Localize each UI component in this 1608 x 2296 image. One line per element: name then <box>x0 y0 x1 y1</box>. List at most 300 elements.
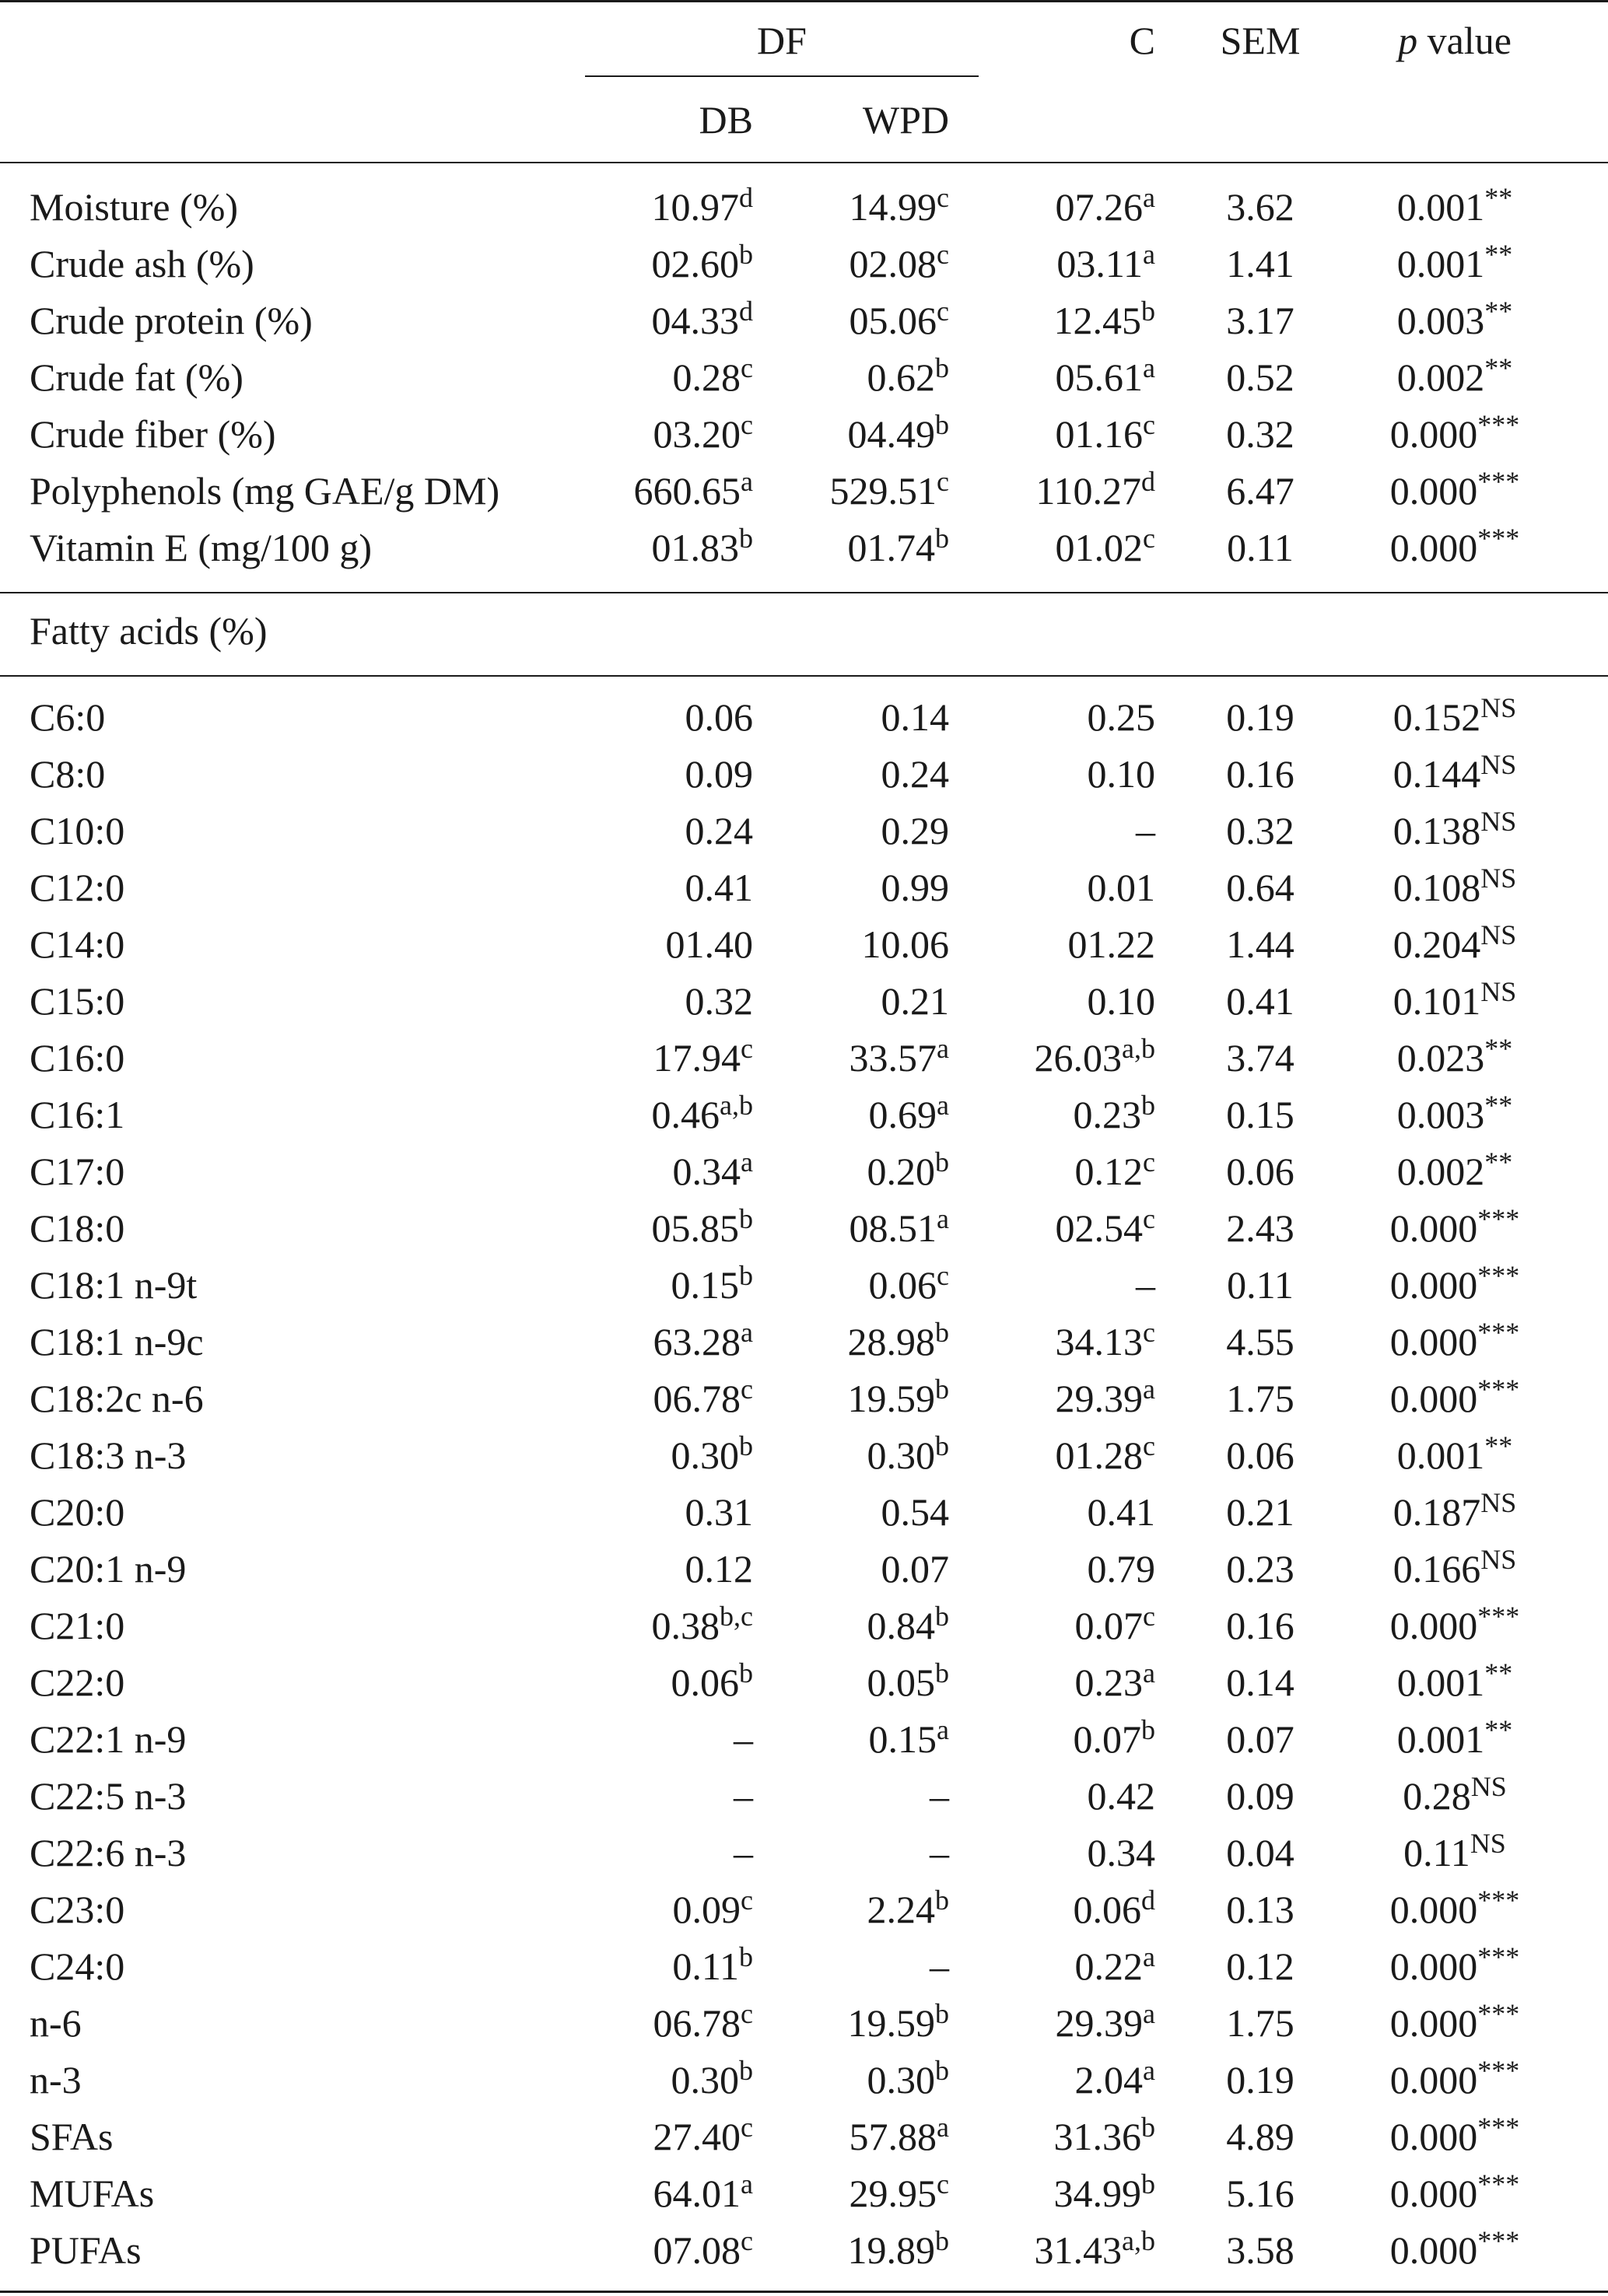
cell-label-value: C17:0 <box>30 1150 125 1193</box>
cell-label-value: C23:0 <box>30 1888 125 1931</box>
section-top-rule <box>0 592 1608 593</box>
cell-db-value: 01.83 <box>651 526 739 569</box>
cell-sem-value: 0.41 <box>1226 979 1294 1023</box>
cell-db-superscript: c <box>741 1997 753 2029</box>
cell-sem <box>1198 1262 1322 1308</box>
cell-c <box>965 864 1155 911</box>
cell-wpd-value: 14.99 <box>849 185 937 229</box>
cell-sem-value: 4.89 <box>1226 2115 1294 2158</box>
cell-p-value: 0.000 <box>1389 1320 1478 1363</box>
cell-sem <box>1198 1659 1322 1706</box>
cell-sem-value: 1.75 <box>1226 1377 1294 1420</box>
cell-c-value: 0.79 <box>1087 1547 1155 1591</box>
cell-sem <box>1198 1545 1322 1592</box>
cell-sem-value: 6.47 <box>1226 469 1294 513</box>
cell-wpd-superscript: b <box>935 2224 949 2256</box>
cell-c <box>965 1202 1155 1251</box>
cell-wpd <box>778 1091 949 1138</box>
cell-c <box>965 1034 1155 1081</box>
cell-db <box>576 467 753 514</box>
cell-db-superscript: c <box>741 1373 753 1405</box>
cell-p <box>1322 2113 1587 2160</box>
cell-wpd-value: 10.06 <box>861 922 949 966</box>
cell-c-superscript: b <box>1141 1089 1155 1121</box>
cell-c <box>965 1318 1155 1365</box>
cell-sem-value: 0.32 <box>1226 809 1294 852</box>
cell-sem <box>1198 807 1322 854</box>
cell-db-superscript: a <box>741 2168 753 2200</box>
cell-p <box>1322 354 1587 401</box>
cell-wpd <box>778 751 949 797</box>
cell-c <box>965 807 1155 854</box>
cell-p-value: 0.002 <box>1396 1150 1485 1193</box>
cell-p <box>1322 1034 1587 1081</box>
cell-sem <box>1198 1375 1322 1422</box>
cell-wpd-superscript: b <box>935 1146 949 1178</box>
cell-label <box>30 1602 574 1649</box>
cell-db-value: 63.28 <box>653 1320 741 1363</box>
cell-label <box>30 354 574 401</box>
cell-db <box>576 1773 753 1819</box>
cell-p-value: 0.152 <box>1393 695 1481 739</box>
cell-label-value: Crude fiber (%) <box>30 412 276 456</box>
cell-c-value: 07.26 <box>1055 185 1144 229</box>
cell-wpd-value: 0.69 <box>868 1093 937 1136</box>
cell-wpd-superscript: b <box>935 2054 949 2086</box>
cell-p-value: 0.101 <box>1393 979 1481 1023</box>
cell-wpd <box>778 1773 949 1819</box>
df-group-underline <box>585 75 979 77</box>
cell-c-superscript: c <box>1143 1202 1155 1234</box>
cell-label-value: C21:0 <box>30 1604 125 1647</box>
cell-wpd-value: 05.06 <box>849 299 937 342</box>
cell-c <box>965 2224 1155 2273</box>
cell-label-value: C16:1 <box>30 1093 125 1136</box>
cell-db-value: 04.33 <box>651 299 739 342</box>
cell-db-value: 0.34 <box>672 1150 741 1193</box>
cell-label-value: C10:0 <box>30 809 125 852</box>
cell-db <box>576 2170 753 2217</box>
cell-db-value: 0.30 <box>671 2058 739 2102</box>
cell-label-value: C16:0 <box>30 1036 125 1080</box>
cell-db-value: – <box>734 1831 753 1874</box>
cell-p-value: 0.108 <box>1393 866 1481 909</box>
cell-c-value: 110.27 <box>1035 469 1141 513</box>
cell-label <box>30 240 574 287</box>
cell-db-value: 17.94 <box>653 1036 741 1080</box>
cell-db-superscript: b <box>739 522 753 554</box>
cell-p-superscript: NS <box>1480 975 1517 1007</box>
cell-c-superscript: a <box>1143 238 1155 270</box>
cell-db <box>576 1259 753 1308</box>
cell-sem <box>1198 1489 1322 1535</box>
cell-db-superscript: c <box>741 2111 753 2143</box>
cell-db <box>576 1886 753 1933</box>
cell-wpd-value: 19.59 <box>847 1377 935 1420</box>
cell-db <box>576 978 753 1024</box>
cell-label <box>30 467 574 514</box>
cell-db <box>576 1202 753 1251</box>
cell-wpd <box>778 978 949 1024</box>
cell-p-value: 0.000 <box>1389 1206 1478 1250</box>
cell-p-value: 0.187 <box>1393 1490 1481 1534</box>
cell-label <box>30 1034 574 1081</box>
cell-c <box>965 694 1155 740</box>
cell-sem-value: 1.41 <box>1226 242 1294 285</box>
cell-wpd-superscript: b <box>935 408 949 440</box>
header-sem: SEM <box>1220 19 1301 62</box>
cell-label-value: PUFAs <box>30 2228 142 2272</box>
cell-label <box>30 1773 574 1819</box>
cell-sem <box>1198 2056 1322 2103</box>
cell-db-value: 0.09 <box>672 1888 741 1931</box>
cell-wpd <box>778 1034 949 1081</box>
cell-label-value: Crude ash (%) <box>30 242 254 285</box>
cell-p <box>1322 975 1587 1024</box>
cell-p <box>1322 1770 1587 1819</box>
cell-sem <box>1198 1318 1322 1365</box>
cell-c-superscript: a,b <box>1122 1032 1155 1064</box>
cell-p-value: 0.000 <box>1389 1888 1478 1931</box>
cell-p-superscript: NS <box>1480 748 1517 780</box>
cell-wpd-value: 33.57 <box>849 1036 937 1080</box>
cell-p-value: 0.000 <box>1389 2172 1478 2215</box>
cell-wpd <box>778 864 949 911</box>
cell-c-value: 31.36 <box>1053 2115 1141 2158</box>
cell-wpd-value: 29.95 <box>849 2172 937 2215</box>
cell-p-superscript: ** <box>1484 1089 1513 1121</box>
cell-wpd-value: 57.88 <box>849 2115 937 2158</box>
cell-wpd <box>778 181 949 230</box>
cell-wpd <box>778 921 949 968</box>
cell-p-value: 0.000 <box>1389 1263 1478 1307</box>
cell-wpd-value: 02.08 <box>849 242 937 285</box>
cell-wpd <box>778 467 949 514</box>
cell-p-superscript: ** <box>1484 1430 1513 1461</box>
cell-db-value: 0.30 <box>671 1433 739 1477</box>
cell-c <box>965 524 1155 571</box>
cell-db <box>576 807 753 854</box>
cell-p-value: 0.001 <box>1396 185 1485 229</box>
cell-c <box>965 1602 1155 1649</box>
cell-sem-value: 0.06 <box>1226 1150 1294 1193</box>
cell-db <box>576 864 753 911</box>
cell-db-value: 0.12 <box>685 1547 753 1591</box>
cell-db-superscript: b <box>739 1657 753 1689</box>
cell-db-value: 0.32 <box>685 979 753 1023</box>
cell-p-superscript: NS <box>1480 1543 1517 1575</box>
cell-label-value: C18:1 n-9c <box>30 1320 204 1363</box>
cell-sem-value: 0.16 <box>1226 752 1294 796</box>
cell-db-value: – <box>734 1774 753 1818</box>
cell-p <box>1322 240 1587 287</box>
cell-p <box>1322 1375 1587 1422</box>
cell-db-value: 0.38 <box>651 1604 720 1647</box>
cell-label-value: C12:0 <box>30 866 125 909</box>
cell-wpd <box>778 1318 949 1365</box>
cell-sem <box>1198 751 1322 797</box>
cell-db-value: 10.97 <box>651 185 739 229</box>
cell-sem-value: 0.19 <box>1226 2058 1294 2102</box>
cell-wpd <box>778 354 949 401</box>
cell-wpd-value: 0.62 <box>867 355 935 399</box>
cell-label <box>30 1829 574 1876</box>
cell-label <box>30 2056 574 2103</box>
cell-c <box>965 751 1155 797</box>
cell-p-value: 0.002 <box>1396 355 1485 399</box>
cell-sem-value: 0.12 <box>1226 1944 1294 1988</box>
cell-db-value: 05.85 <box>651 1206 739 1250</box>
cell-sem <box>1198 354 1322 401</box>
cell-label-value: n-3 <box>30 2058 82 2102</box>
cell-p <box>1322 1432 1587 1479</box>
cell-db-superscript: b <box>739 1259 753 1291</box>
cell-sem <box>1198 1773 1322 1819</box>
cell-wpd-superscript: b <box>935 1600 949 1632</box>
cell-p <box>1322 408 1587 457</box>
cell-c <box>965 1148 1155 1195</box>
cell-p-value: 0.001 <box>1396 1717 1485 1761</box>
cell-label-value: C20:1 n-9 <box>30 1547 187 1591</box>
cell-db-superscript: b <box>739 1430 753 1461</box>
cell-c-value: 0.42 <box>1087 1774 1155 1818</box>
cell-db-value: 0.06 <box>671 1661 739 1704</box>
cell-c-value: 0.10 <box>1087 752 1155 796</box>
cell-c-superscript: b <box>1141 1713 1155 1745</box>
cell-sem-value: 3.58 <box>1226 2228 1294 2272</box>
cell-p <box>1322 1318 1587 1365</box>
cell-db <box>576 694 753 740</box>
cell-wpd-superscript: a <box>937 2111 949 2143</box>
cell-p-superscript: *** <box>1477 2111 1520 2143</box>
cell-p-superscript: NS <box>1480 691 1517 723</box>
cell-c <box>965 1713 1155 1762</box>
cell-sem-value: 0.07 <box>1226 1717 1294 1761</box>
cell-wpd-value: 0.54 <box>881 1490 949 1534</box>
cell-p-superscript: NS <box>1480 1486 1517 1518</box>
cell-sem-value: 0.13 <box>1226 1888 1294 1931</box>
cell-label <box>30 1943 574 1990</box>
cell-c-value: 01.16 <box>1055 412 1144 456</box>
cell-c-superscript: c <box>1143 408 1155 440</box>
cell-sem-value: 0.11 <box>1227 1263 1294 1307</box>
section-bottom-rule <box>0 675 1608 677</box>
cell-p-value: 0.144 <box>1393 752 1481 796</box>
header-df-group: DF <box>757 19 807 62</box>
section-title-fatty-acids: Fatty acids (%) <box>30 609 268 653</box>
cell-label-value: C14:0 <box>30 922 125 966</box>
cell-p-superscript: *** <box>1477 1600 1520 1632</box>
cell-sem <box>1198 411 1322 457</box>
cell-label <box>30 1262 574 1308</box>
cell-db <box>576 1943 753 1990</box>
cell-db-value: – <box>734 1717 753 1761</box>
cell-p <box>1322 1659 1587 1706</box>
cell-label-value: C22:1 n-9 <box>30 1717 187 1761</box>
cell-p-superscript: *** <box>1477 1316 1520 1348</box>
cell-wpd-value: 0.30 <box>867 2058 935 2102</box>
cell-db-superscript: c <box>741 2224 753 2256</box>
cell-c <box>965 408 1155 457</box>
cell-db-superscript: d <box>739 295 753 327</box>
cell-wpd <box>778 1602 949 1649</box>
cell-db-superscript: c <box>741 408 753 440</box>
cell-p-superscript: *** <box>1477 522 1520 554</box>
cell-sem <box>1198 1829 1322 1876</box>
cell-wpd-value: 04.49 <box>847 412 935 456</box>
cell-sem-value: 0.64 <box>1226 866 1294 909</box>
cell-c-value: 03.11 <box>1056 242 1144 285</box>
cell-sem <box>1198 2170 1322 2217</box>
cell-sem <box>1198 1205 1322 1251</box>
cell-db <box>576 1091 753 1138</box>
cell-c-superscript: b <box>1141 2168 1155 2200</box>
cell-db <box>576 181 753 230</box>
cell-wpd <box>778 1545 949 1592</box>
cell-db-superscript: a <box>741 465 753 497</box>
cell-db-value: 0.31 <box>685 1490 753 1534</box>
cell-p-superscript: NS <box>1480 805 1517 837</box>
cell-wpd <box>778 1432 949 1479</box>
cell-p-superscript: *** <box>1477 1373 1520 1405</box>
cell-wpd-superscript: c <box>937 1259 949 1291</box>
cell-label <box>30 2227 574 2273</box>
cell-p <box>1322 921 1587 968</box>
cell-wpd <box>778 1148 949 1195</box>
cell-label-value: C24:0 <box>30 1944 125 1988</box>
cell-c-value: 29.39 <box>1055 2001 1144 2045</box>
cell-c-value: 26.03 <box>1034 1036 1123 1080</box>
cell-wpd-value: 0.14 <box>881 695 949 739</box>
cell-c <box>965 1091 1155 1138</box>
cell-wpd-superscript: c <box>937 238 949 270</box>
cell-wpd-superscript: a <box>937 1713 949 1745</box>
cell-sem-value: 0.52 <box>1226 355 1294 399</box>
cell-wpd-superscript: b <box>935 1657 949 1689</box>
cell-p-superscript: ** <box>1484 1146 1513 1178</box>
cell-wpd-value: 0.20 <box>867 1150 935 1193</box>
cell-p-value: 0.000 <box>1389 1377 1478 1420</box>
cell-c-value: 0.23 <box>1074 1661 1144 1704</box>
cell-c <box>965 921 1155 968</box>
cell-c-superscript: c <box>1143 1316 1155 1348</box>
cell-wpd-value: 08.51 <box>849 1206 937 1250</box>
cell-wpd-value: – <box>930 1944 949 1988</box>
cell-c <box>965 240 1155 287</box>
cell-c <box>965 2113 1155 2160</box>
cell-label <box>30 1659 574 1706</box>
cell-wpd-superscript: a <box>937 1032 949 1064</box>
cell-sem-value: 4.55 <box>1226 1320 1294 1363</box>
cell-p <box>1322 1486 1587 1535</box>
cell-db-superscript: c <box>741 352 753 383</box>
cell-sem <box>1198 297 1322 344</box>
cell-sem-value: 1.75 <box>1226 2001 1294 2045</box>
cell-db-value: 03.20 <box>653 412 741 456</box>
top-rule <box>0 0 1608 2</box>
cell-wpd <box>778 1829 949 1876</box>
cell-c <box>965 181 1155 230</box>
cell-p <box>1322 691 1587 740</box>
cell-c-superscript: a <box>1143 352 1155 383</box>
cell-wpd <box>778 1886 949 1933</box>
cell-wpd-superscript: b <box>935 1316 949 1348</box>
cell-label <box>30 2000 574 2046</box>
cell-wpd <box>778 2170 949 2217</box>
cell-wpd-value: – <box>930 1831 949 1874</box>
cell-p-value: 0.003 <box>1396 299 1485 342</box>
cell-wpd-value: 19.59 <box>847 2001 935 2045</box>
cell-p <box>1322 1713 1587 1762</box>
cell-p <box>1322 297 1587 344</box>
cell-p <box>1322 1259 1587 1308</box>
cell-p-value: 0.000 <box>1389 2001 1478 2045</box>
cell-c-value: 0.25 <box>1087 695 1155 739</box>
cell-db-value: 06.78 <box>653 2001 741 2045</box>
cell-label <box>30 1375 574 1422</box>
cell-db <box>576 354 753 401</box>
cell-label <box>30 864 574 911</box>
cell-db-superscript: b <box>739 2054 753 2086</box>
cell-db-superscript: b <box>739 238 753 270</box>
cell-p-superscript: *** <box>1477 1884 1520 1916</box>
cell-p <box>1322 524 1587 571</box>
cell-p-superscript: NS <box>1480 862 1517 894</box>
cell-sem <box>1198 1886 1322 1933</box>
cell-sem-value: 0.06 <box>1226 1433 1294 1477</box>
cell-wpd <box>778 1713 949 1762</box>
cell-label <box>30 1205 574 1251</box>
cell-db <box>576 1148 753 1195</box>
cell-sem <box>1198 921 1322 968</box>
cell-p-value: 0.001 <box>1396 1433 1485 1477</box>
cell-label-value: C18:0 <box>30 1206 125 1250</box>
cell-c <box>965 1659 1155 1706</box>
cell-wpd <box>778 1202 949 1251</box>
cell-wpd <box>778 2224 949 2273</box>
cell-wpd-superscript: c <box>937 181 949 213</box>
cell-label-value: MUFAs <box>30 2172 155 2215</box>
cell-db <box>576 1375 753 1422</box>
cell-label <box>30 694 574 740</box>
cell-wpd-value: 0.24 <box>881 752 949 796</box>
cell-db-value: 07.08 <box>653 2228 741 2272</box>
cell-db-value: 0.06 <box>685 695 753 739</box>
cell-sem-value: 0.21 <box>1226 1490 1294 1534</box>
cell-c <box>965 467 1155 514</box>
cell-c <box>965 1432 1155 1479</box>
cell-wpd-value: 0.29 <box>881 809 949 852</box>
cell-p-superscript: *** <box>1477 2168 1520 2200</box>
cell-wpd-value: – <box>930 1774 949 1818</box>
bottom-rule <box>0 2291 1608 2293</box>
cell-c-superscript: a <box>1143 1657 1155 1689</box>
cell-p-superscript: *** <box>1477 1997 1520 2029</box>
cell-sem <box>1198 1148 1322 1195</box>
cell-db <box>576 1318 753 1365</box>
cell-c <box>965 1489 1155 1535</box>
cell-label-value: Polyphenols (mg GAE/g DM) <box>30 469 500 513</box>
cell-label <box>30 1318 574 1365</box>
cell-label-value: Vitamin E (mg/100 g) <box>30 526 372 569</box>
cell-wpd <box>778 807 949 854</box>
cell-c-superscript: b <box>1141 295 1155 327</box>
cell-db-value: 06.78 <box>653 1377 741 1420</box>
cell-p-value: 0.000 <box>1389 526 1478 569</box>
cell-sem-value: 0.14 <box>1226 1661 1294 1704</box>
cell-db-superscript: b,c <box>720 1600 753 1632</box>
cell-label <box>30 978 574 1024</box>
